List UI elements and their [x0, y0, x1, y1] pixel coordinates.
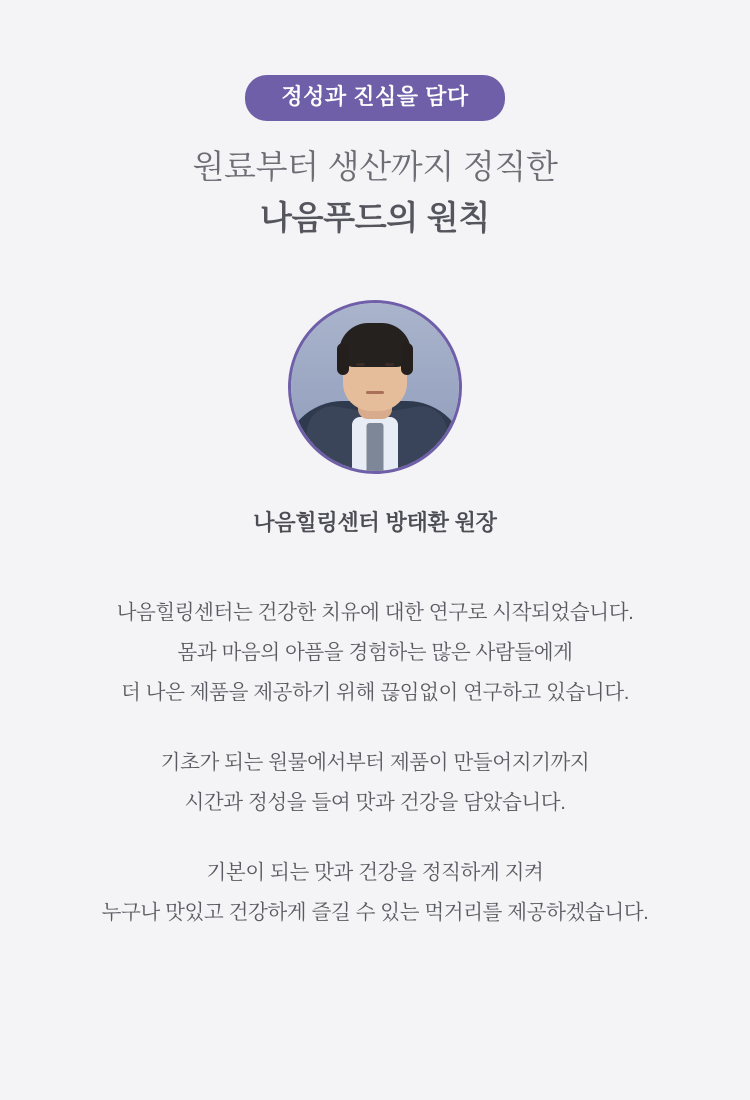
paragraph-3 [0, 853, 750, 933]
page-title-line-2: 나음푸드의 원칙 [260, 198, 490, 236]
section-badge: 정성과 진심을 담다 [245, 75, 504, 121]
paragraph-2 [0, 743, 750, 823]
paragraph-1-line-1: 나음힐링센터는 건강한 치유에 대한 연구로 시작되었습니다. [116, 601, 634, 625]
paragraph-3-line-1: 기본이 되는 맛과 건강을 정직하게 지켜 [206, 861, 544, 885]
page-title [192, 145, 557, 240]
portrait-frame [288, 300, 462, 474]
page-title-line-1: 원료부터 생산까지 정직한 [192, 148, 558, 186]
paragraph-1-line-3: 더 나은 제품을 제공하기 위해 끊임없이 연구하고 있습니다. [120, 681, 630, 705]
portrait-photo-icon [291, 303, 459, 471]
paragraph-2-line-2: 시간과 정성을 들여 맛과 건강을 담았습니다. [184, 791, 566, 815]
portrait-hair-side-right [401, 343, 413, 375]
paragraph-1 [0, 593, 750, 713]
portrait-hair-side-left [337, 343, 349, 375]
body-copy [0, 593, 750, 933]
paragraph-2-line-1: 기초가 되는 원물에서부터 제품이 만들어지기까지 [160, 751, 590, 775]
portrait-caption: 나음힐링센터 방태환 원장 [253, 510, 497, 536]
paragraph-1-line-2: 몸과 마음의 아픔을 경험하는 많은 사람들에게 [177, 641, 573, 665]
paragraph-3-line-2: 누구나 맛있고 건강하게 즐길 수 있는 먹거리를 제공하겠습니다. [101, 901, 649, 925]
portrait-tie [367, 423, 384, 471]
